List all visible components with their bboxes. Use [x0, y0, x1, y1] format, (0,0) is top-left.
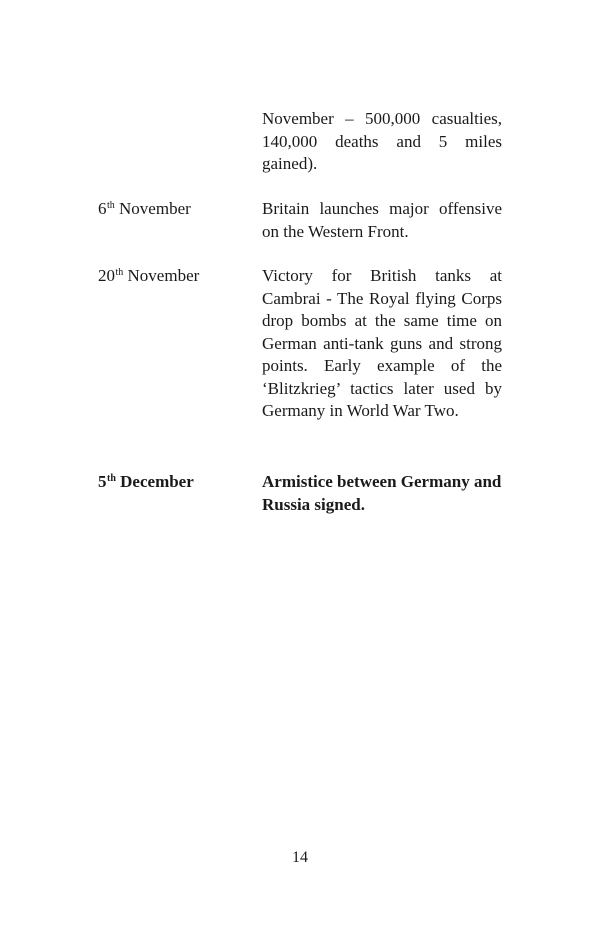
- date-suffix: th: [107, 200, 115, 211]
- event-text: Britain launches major offensive on the Western Front.: [262, 199, 502, 241]
- date-month: December: [115, 472, 194, 491]
- date-day: 6: [98, 199, 107, 218]
- page-number: 14: [292, 849, 308, 866]
- event-text: Victory for British tanks at Cambrai - The Royal flying Corps drop bombs at the same time on German anti-tank guns and strong points. Early example of the ‘Blitzkrieg’ tactics later used by Germany in World War Two.: [262, 266, 502, 420]
- event-date: [98, 471, 258, 494]
- date-suffix: th: [107, 473, 116, 484]
- event-text: November – 500,000 casualties, 140,000 deaths and 5 miles gained).: [262, 109, 502, 173]
- date-month: November: [123, 266, 200, 285]
- event-date: [98, 198, 258, 221]
- date-day: 20: [98, 266, 115, 285]
- event-date: [98, 265, 258, 288]
- date-suffix: th: [115, 267, 124, 278]
- date-month: November: [114, 199, 191, 218]
- event-text: Armistice between Germany and Russia signed.: [262, 472, 502, 514]
- date-day: 5: [98, 472, 107, 491]
